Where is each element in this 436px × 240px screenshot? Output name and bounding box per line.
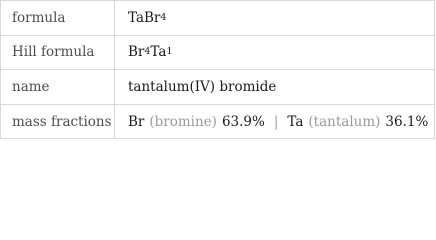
- name-row: [1, 70, 434, 105]
- formula-value: TaBr 4: [128, 9, 167, 26]
- fraction-separator: |: [273, 113, 279, 130]
- name-label: name: [1, 70, 115, 104]
- hill-formula-ta: Ta: [150, 44, 167, 61]
- fraction-ta-percent: 36.1%: [385, 113, 429, 130]
- mass-fractions-value: [115, 105, 434, 140]
- formula-text: TaBr: [128, 9, 161, 26]
- fraction-ta-symbol: Ta: [287, 113, 304, 130]
- fraction-br-symbol: Br: [128, 113, 145, 130]
- name-value: tantalum(IV) bromide: [128, 78, 277, 95]
- mass-fractions-row: [1, 105, 434, 140]
- hill-formula-value: Br 4 Ta 1: [128, 44, 173, 61]
- fraction-br-element: (bromine): [149, 113, 217, 130]
- fraction-br-percent: 63.9%: [221, 113, 265, 130]
- mass-fractions-label: mass fractions: [1, 105, 115, 140]
- hill-formula-label: Hill formula: [1, 36, 115, 70]
- formula-row: [1, 1, 434, 36]
- hill-formula-br: Br: [128, 44, 145, 61]
- formula-label: formula: [1, 1, 115, 35]
- hill-formula-row: [1, 36, 434, 71]
- fraction-ta-element: (tantalum): [308, 113, 381, 130]
